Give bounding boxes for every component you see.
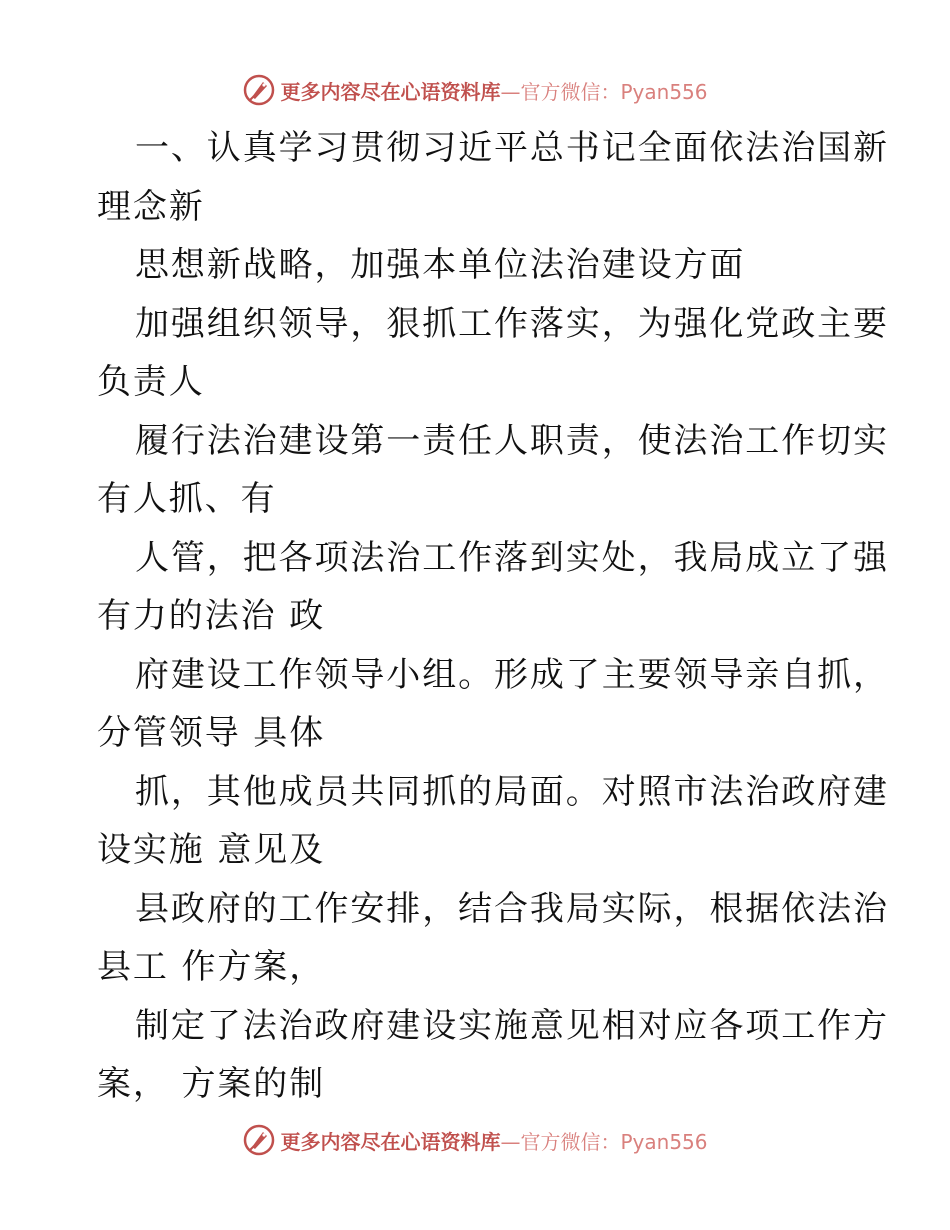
banner-text [280, 76, 707, 105]
text-line: 人管，把各项法治工作落到实处，我局成立了强 [135, 537, 889, 578]
pen-nib-logo-icon [242, 73, 276, 107]
banner-wechat-id: Pyan556 [620, 79, 708, 104]
pen-nib-logo-icon [242, 1123, 276, 1157]
banner-text [280, 1126, 707, 1155]
header-banner [0, 70, 950, 110]
banner-separator: — [500, 79, 521, 104]
text-line: 思想新战略，加强本单位法治建设方面 [135, 245, 746, 285]
text-line: 加强组织领导，狠抓工作落实，为强化党政主要 [135, 303, 889, 344]
document-body [97, 119, 889, 1114]
text-line: 分管领导 具体 [97, 713, 326, 753]
text-line: 府建设工作领导小组。形成了主要领导亲自抓， [135, 654, 889, 695]
text-line: 有力的法治 政 [97, 596, 326, 636]
text-line: 理念新 [97, 186, 205, 227]
banner-wechat-label: 官方微信： [520, 79, 621, 104]
banner-wechat-id: Pyan556 [620, 1129, 708, 1154]
text-line: 履行法治建设第一责任人职责，使法治工作切实 [135, 420, 889, 461]
banner-wechat-label: 官方微信： [520, 1129, 621, 1154]
text-line: 案， 方案的制 [97, 1064, 326, 1104]
text-line: 一、认真学习贯彻习近平总书记全面依法治国新 [135, 128, 889, 168]
footer-banner [0, 1120, 950, 1160]
text-line: 负责人 [97, 362, 205, 402]
text-line: 制定了法治政府建设实施意见相对应各项工作方 [135, 1005, 889, 1046]
text-line: 县工 作方案， [97, 947, 326, 987]
text-line: 县政府的工作安排，结合我局实际，根据依法治 [135, 888, 889, 929]
text-line: 设实施 意见及 [97, 830, 326, 870]
banner-separator: — [500, 1129, 521, 1154]
text-line: 有人抓、有 [97, 479, 277, 519]
text-line: 抓，其他成员共同抓的局面。对照市法治政府建 [135, 771, 889, 812]
banner-site-name: 更多内容尽在心语资料库 [280, 79, 501, 104]
banner-site-name: 更多内容尽在心语资料库 [280, 1129, 501, 1154]
